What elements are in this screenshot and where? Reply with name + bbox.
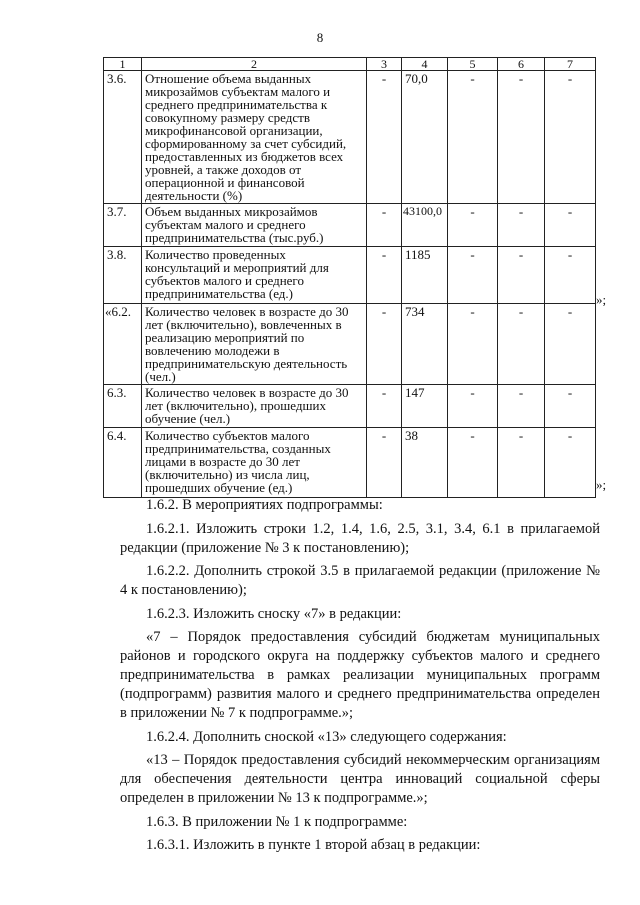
paragraph: 1.6.2.1. Изложить строки 1.2, 1.4, 1.6, 2.5, 3.1, 3.4, 6.1 в прилагаемой редакции (приложение № 3 к постановлению); [120,520,600,556]
cell-value: 147 [402,385,448,428]
table-row [104,204,596,247]
column-header: 4 [402,58,448,71]
row-number: 3.7. [104,204,142,247]
row-number: 6.3. [104,385,142,428]
row-number: 3.8. [104,247,142,304]
cell-value: 734 [402,304,448,385]
paragraph: 1.6.3. В приложении № 1 к подпрограмме: [146,813,408,830]
table-row [104,304,596,385]
cell-col3: - [367,71,402,204]
column-header: 6 [498,58,545,71]
cell-col3: - [367,385,402,428]
cell-col5: - [448,304,498,385]
closing-quote-mark: »; [596,477,607,492]
paragraph: 1.6.2. В мероприятиях подпрограммы: [146,497,383,513]
cell-col6: - [498,71,545,204]
cell-col7: - [545,71,596,204]
cell-col3: - [367,247,402,304]
cell-col5: - [448,204,498,247]
paragraph: 1.6.3.1. Изложить в пункте 1 второй абзац в редакции: [146,837,481,853]
cell-col3: - [367,428,402,498]
paragraph: «13 – Порядок предоставления субсидий некоммерческим организациям для обеспечения деятельности центра инноваций социальной сферы определен в приложении № 13 к подпрограмме.»; [120,752,600,806]
cell-value: 43100,0 [402,204,448,247]
table-row [104,385,596,428]
indicator-name: Количество субъектов малого предпринимательства, созданных лицами в возрасте до 30 лет (включительно) из числа лиц, прошедших обучение (ед.) [142,428,367,498]
cell-col6: - [498,204,545,247]
paragraph: 1.6.2.4. Дополнить сноской «13» следующего содержания: [146,728,507,745]
cell-col5: - [448,71,498,204]
indicators-table [103,57,596,498]
cell-col7: - [545,304,596,385]
column-header: 2 [142,58,367,71]
column-header: 1 [104,58,142,71]
cell-col7: - [545,385,596,428]
paragraph: «7 – Порядок предоставления субсидий бюджетам муниципальных районов и городского округа на поддержку субъектов малого и среднего предпринимательства в рамках реализации муниципальных программ (подпрограмм) развития малого и среднего предпринимательства определен в приложении № 7 к подпрограмме.»; [120,629,600,721]
indicator-name: Количество проведенных консультаций и мероприятий для субъектов малого и среднего предпринимательства (ед.) [142,247,367,304]
cell-col5: - [448,247,498,304]
table-header-row [104,58,596,71]
indicator-name: Отношение объема выданных микрозаймов субъектам малого и среднего предпринимательства к совокупному размеру средств микрофинансовой организации, сформированному за счет субсидий, предоставленных из бюджетов всех уровней, а также доходов от операционной и финансовой деятельности (%) [142,71,367,204]
indicator-name: Объем выданных микрозаймов субъектам малого и среднего предпринимательства (тыс.руб.) [142,204,367,247]
column-header: 7 [545,58,596,71]
cell-col7: - [545,204,596,247]
cell-col6: - [498,247,545,304]
page-number: 8 [316,30,324,45]
cell-col5: - [448,385,498,428]
cell-value: 1185 [402,247,448,304]
cell-col3: - [367,304,402,385]
cell-col6: - [498,385,545,428]
cell-value: 38 [402,428,448,498]
cell-col7: - [545,428,596,498]
column-header: 3 [367,58,402,71]
row-number: «6.2. [104,304,142,385]
table-row [104,428,596,498]
paragraph: 1.6.2.2. Дополнить строкой 3.5 в прилагаемой редакции (приложение № 4 к постановлению); [120,563,600,598]
closing-quote-mark: »; [596,292,607,307]
table-row [104,71,596,204]
body-text [120,496,600,860]
cell-col5: - [448,428,498,498]
cell-value: 70,0 [402,71,448,204]
row-number: 3.6. [104,71,142,204]
table-row [104,247,596,304]
cell-col7: - [545,247,596,304]
cell-col3: - [367,204,402,247]
indicator-name: Количество человек в возрасте до 30 лет (включительно), вовлеченных в реализацию мероприятий по вовлечению молодежи в предпринимательскую деятельность (чел.) [142,304,367,385]
cell-col6: - [498,428,545,498]
indicator-name: Количество человек в возрасте до 30 лет (включительно), прошедших обучение (чел.) [142,385,367,428]
cell-col6: - [498,304,545,385]
column-header: 5 [448,58,498,71]
paragraph: 1.6.2.3. Изложить сноску «7» в редакции: [146,605,402,622]
row-number: 6.4. [104,428,142,498]
